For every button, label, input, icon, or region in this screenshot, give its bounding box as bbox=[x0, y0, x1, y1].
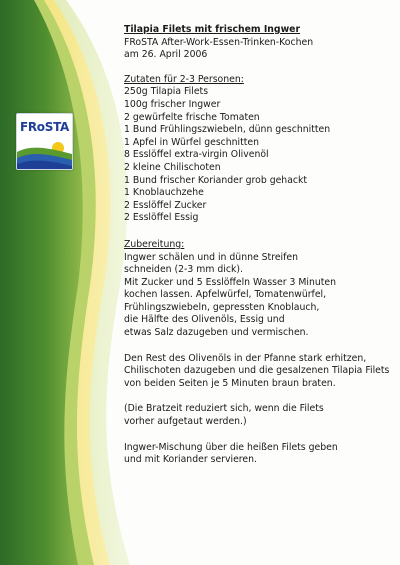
preparation-line: die Hälfte des Olivenöls, Essig und bbox=[124, 314, 285, 326]
ingredient-item: 2 gewürfelte frische Tomaten bbox=[124, 111, 260, 123]
preparation-line: etwas Salz dazugeben und vermischen. bbox=[124, 327, 309, 339]
ingredients-list bbox=[124, 86, 396, 225]
preparation-paragraph-1 bbox=[124, 252, 396, 340]
ingredients-heading: Zutaten für 2-3 Personen: bbox=[124, 73, 244, 85]
recipe-date: am 26. April 2006 bbox=[124, 49, 208, 61]
ingredient-item: 1 Bund Frühlingszwiebeln, dünn geschnitten bbox=[124, 124, 331, 136]
preparation-line: Chilischoten dazugeben und die gesalzenen Tilapia Filets bbox=[124, 365, 390, 377]
ingredient-item: 2 Esslöffel Zucker bbox=[124, 199, 207, 211]
ingredient-item: 8 Esslöffel extra-virgin Olivenöl bbox=[124, 149, 269, 161]
ingredient-item: 2 Esslöffel Essig bbox=[124, 212, 199, 224]
frosta-logo-text: FRoSTA bbox=[19, 120, 70, 134]
serve-line: Ingwer-Mischung über die heißen Filets geben bbox=[124, 441, 338, 453]
serve-line: und mit Koriander servieren. bbox=[124, 454, 257, 466]
recipe-content bbox=[124, 24, 396, 467]
ingredient-item: 1 Apfel in Würfel geschnitten bbox=[124, 136, 260, 148]
preparation-line: Den Rest des Olivenöls in der Pfanne stark erhitzen, bbox=[124, 352, 367, 364]
ingredient-item: 1 Bund frischer Koriander grob gehackt bbox=[124, 174, 308, 186]
preparation-line: Mit Zucker und 5 Esslöffeln Wasser 3 Minuten bbox=[124, 276, 337, 288]
recipe-subtitle: FRoSTA After-Work-Essen-Trinken-Kochen bbox=[124, 36, 314, 48]
recipe-title: Tilapia Filets mit frischem Ingwer bbox=[124, 24, 301, 35]
preparation-line: von beiden Seiten je 5 Minuten braun braten. bbox=[124, 377, 336, 389]
preparation-line: Ingwer schälen und in dünne Streifen bbox=[124, 251, 299, 263]
preparation-line: kochen lassen. Apfelwürfel, Tomatenwürfel, bbox=[124, 289, 327, 301]
ingredient-item: 1 Knoblauchzehe bbox=[124, 187, 204, 199]
ingredient-item: 250g Tilapia Filets bbox=[124, 86, 209, 98]
ingredient-item: 2 kleine Chilischoten bbox=[124, 161, 221, 173]
preparation-line: Frühlingszwiebeln, gepressten Knoblauch, bbox=[124, 301, 320, 313]
preparation-paragraph-2 bbox=[124, 353, 396, 391]
preparation-heading: Zubereitung: bbox=[124, 238, 185, 250]
frosta-wave-icon bbox=[17, 139, 72, 169]
preparation-line: schneiden (2-3 mm dick). bbox=[124, 264, 243, 276]
note-line: vorher aufgetaut werden.) bbox=[124, 416, 247, 428]
serving-instructions bbox=[124, 442, 396, 467]
ingredient-item: 100g frischer Ingwer bbox=[124, 98, 221, 110]
frosta-logo bbox=[16, 113, 73, 170]
note-line: (Die Bratzeit reduziert sich, wenn die Filets bbox=[124, 403, 324, 415]
preparation-note bbox=[124, 403, 396, 428]
